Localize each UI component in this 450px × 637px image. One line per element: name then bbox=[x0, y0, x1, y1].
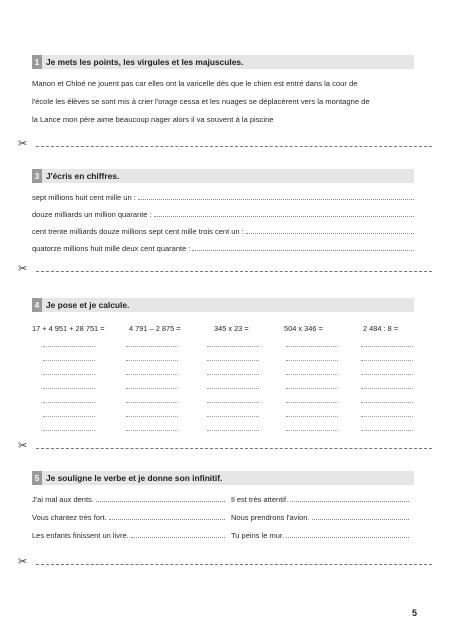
answer-line[interactable] bbox=[154, 210, 414, 217]
section-title: Je pose et je calcule. bbox=[46, 300, 130, 310]
sentence: Tu peins le mur. bbox=[231, 531, 285, 540]
answer-line[interactable] bbox=[138, 193, 414, 200]
section-3-header bbox=[32, 169, 414, 183]
answer-line[interactable] bbox=[286, 531, 409, 538]
calculation-line[interactable] bbox=[126, 430, 178, 431]
number-write-row bbox=[32, 227, 414, 236]
paragraph-line: Manon et Chloé ne jouent pas car elles ont la varicelle dès que le chien est entré dans la cour de bbox=[32, 79, 358, 88]
number-in-words: cent trente milliards douze millions sept cent mille trois cent un : bbox=[32, 227, 244, 236]
operation: 504 x 346 = bbox=[284, 324, 323, 333]
calculation-line[interactable] bbox=[126, 360, 178, 361]
calculation-line[interactable] bbox=[43, 430, 95, 431]
number-in-words: sept millions huit cent mille un : bbox=[32, 193, 136, 202]
verb-item bbox=[231, 531, 409, 540]
calculation-line[interactable] bbox=[126, 402, 178, 403]
answer-line[interactable] bbox=[96, 495, 225, 502]
dashed-divider bbox=[36, 448, 432, 449]
section-title: Je mets les points, les virgules et les majuscules. bbox=[46, 57, 244, 67]
answer-line[interactable] bbox=[312, 513, 409, 520]
paragraph-line: la Lance mon père aime beaucoup nager alors il va souvent à la piscine bbox=[32, 115, 274, 124]
calculation-line[interactable] bbox=[286, 346, 338, 347]
section-number: 3 bbox=[32, 169, 42, 183]
cut-line bbox=[18, 440, 432, 453]
operation: 17 + 4 951 + 28 751 = bbox=[32, 324, 105, 333]
calculation-line[interactable] bbox=[361, 416, 413, 417]
calculation-line[interactable] bbox=[207, 416, 259, 417]
number-in-words: douze milliards un million quarante : bbox=[32, 210, 152, 219]
calculation-line[interactable] bbox=[207, 346, 259, 347]
calculation-line[interactable] bbox=[43, 374, 95, 375]
scissors-icon: ✂ bbox=[18, 556, 28, 568]
sentence: Il est très attentif. bbox=[231, 495, 289, 504]
verb-row bbox=[32, 513, 414, 523]
page-number: 5 bbox=[411, 608, 417, 618]
sentence: Vous chantez très fort. bbox=[32, 513, 107, 522]
number-write-row bbox=[32, 210, 414, 219]
calculation-line[interactable] bbox=[207, 402, 259, 403]
section-5-header bbox=[32, 471, 414, 485]
calculation-line[interactable] bbox=[361, 374, 413, 375]
calculation-line[interactable] bbox=[286, 416, 338, 417]
calculation-line[interactable] bbox=[207, 374, 259, 375]
verb-row bbox=[32, 531, 414, 541]
answer-line[interactable] bbox=[246, 227, 414, 234]
section-number: 1 bbox=[32, 55, 42, 69]
dashed-divider bbox=[36, 564, 432, 565]
calculation-line[interactable] bbox=[207, 388, 259, 389]
answer-line[interactable] bbox=[192, 244, 414, 251]
calculation-line[interactable] bbox=[361, 346, 413, 347]
scissors-icon: ✂ bbox=[18, 263, 28, 275]
answer-line[interactable] bbox=[131, 531, 225, 538]
answer-line[interactable] bbox=[290, 495, 409, 502]
verb-row bbox=[32, 495, 414, 505]
calculation-line[interactable] bbox=[126, 416, 178, 417]
calculation-line[interactable] bbox=[207, 430, 259, 431]
section-4-header bbox=[32, 298, 414, 312]
operation: 4 791 – 2 875 = bbox=[129, 324, 181, 333]
calculation-line[interactable] bbox=[361, 402, 413, 403]
sentence: Nous prendrons l'avion. bbox=[231, 513, 310, 522]
verb-item bbox=[32, 513, 225, 522]
calculation-line[interactable] bbox=[207, 360, 259, 361]
calculation-line[interactable] bbox=[43, 416, 95, 417]
calculation-line[interactable] bbox=[361, 430, 413, 431]
verb-item bbox=[32, 495, 225, 504]
section-title: J'écris en chiffres. bbox=[46, 171, 120, 181]
section-number: 5 bbox=[32, 471, 42, 485]
section-1-header bbox=[32, 55, 414, 69]
dashed-divider bbox=[36, 271, 432, 272]
answer-line[interactable] bbox=[109, 513, 225, 520]
number-in-words: quatorze millions huit mille deux cent quarante : bbox=[32, 244, 191, 253]
scissors-icon: ✂ bbox=[18, 138, 28, 150]
number-write-row bbox=[32, 244, 414, 253]
calculation-line[interactable] bbox=[126, 346, 178, 347]
calculation-line[interactable] bbox=[361, 360, 413, 361]
operation: 2 484 : 8 = bbox=[363, 324, 399, 333]
calculation-line[interactable] bbox=[286, 388, 338, 389]
calculation-line[interactable] bbox=[361, 388, 413, 389]
section-number: 4 bbox=[32, 298, 42, 312]
number-write-row bbox=[32, 193, 414, 202]
calculation-line[interactable] bbox=[126, 388, 178, 389]
sentence: J'ai mal aux dents. bbox=[32, 495, 94, 504]
calculation-line[interactable] bbox=[286, 374, 338, 375]
paragraph-line: l'école les élèves se sont mis à crier l'orage cessa et les nuages se déplacèrent vers la montagne de bbox=[32, 97, 370, 106]
calculation-line[interactable] bbox=[43, 360, 95, 361]
cut-line bbox=[18, 556, 432, 569]
calculation-line[interactable] bbox=[286, 402, 338, 403]
operations-row bbox=[32, 324, 414, 334]
scissors-icon: ✂ bbox=[18, 440, 28, 452]
cut-line bbox=[18, 138, 432, 151]
calculation-line[interactable] bbox=[286, 360, 338, 361]
operation: 345 x 23 = bbox=[214, 324, 249, 333]
verb-item bbox=[231, 495, 409, 504]
calculation-line[interactable] bbox=[43, 346, 95, 347]
dashed-divider bbox=[36, 146, 432, 147]
calculation-line[interactable] bbox=[43, 388, 95, 389]
verb-item bbox=[231, 513, 409, 522]
verb-item bbox=[32, 531, 225, 540]
sentence: Les enfants finissent un livre. bbox=[32, 531, 129, 540]
cut-line bbox=[18, 263, 432, 276]
calculation-line[interactable] bbox=[126, 374, 178, 375]
section-title: Je souligne le verbe et je donne son infinitif. bbox=[46, 473, 223, 483]
calculation-line[interactable] bbox=[43, 402, 95, 403]
calculation-line[interactable] bbox=[286, 430, 338, 431]
